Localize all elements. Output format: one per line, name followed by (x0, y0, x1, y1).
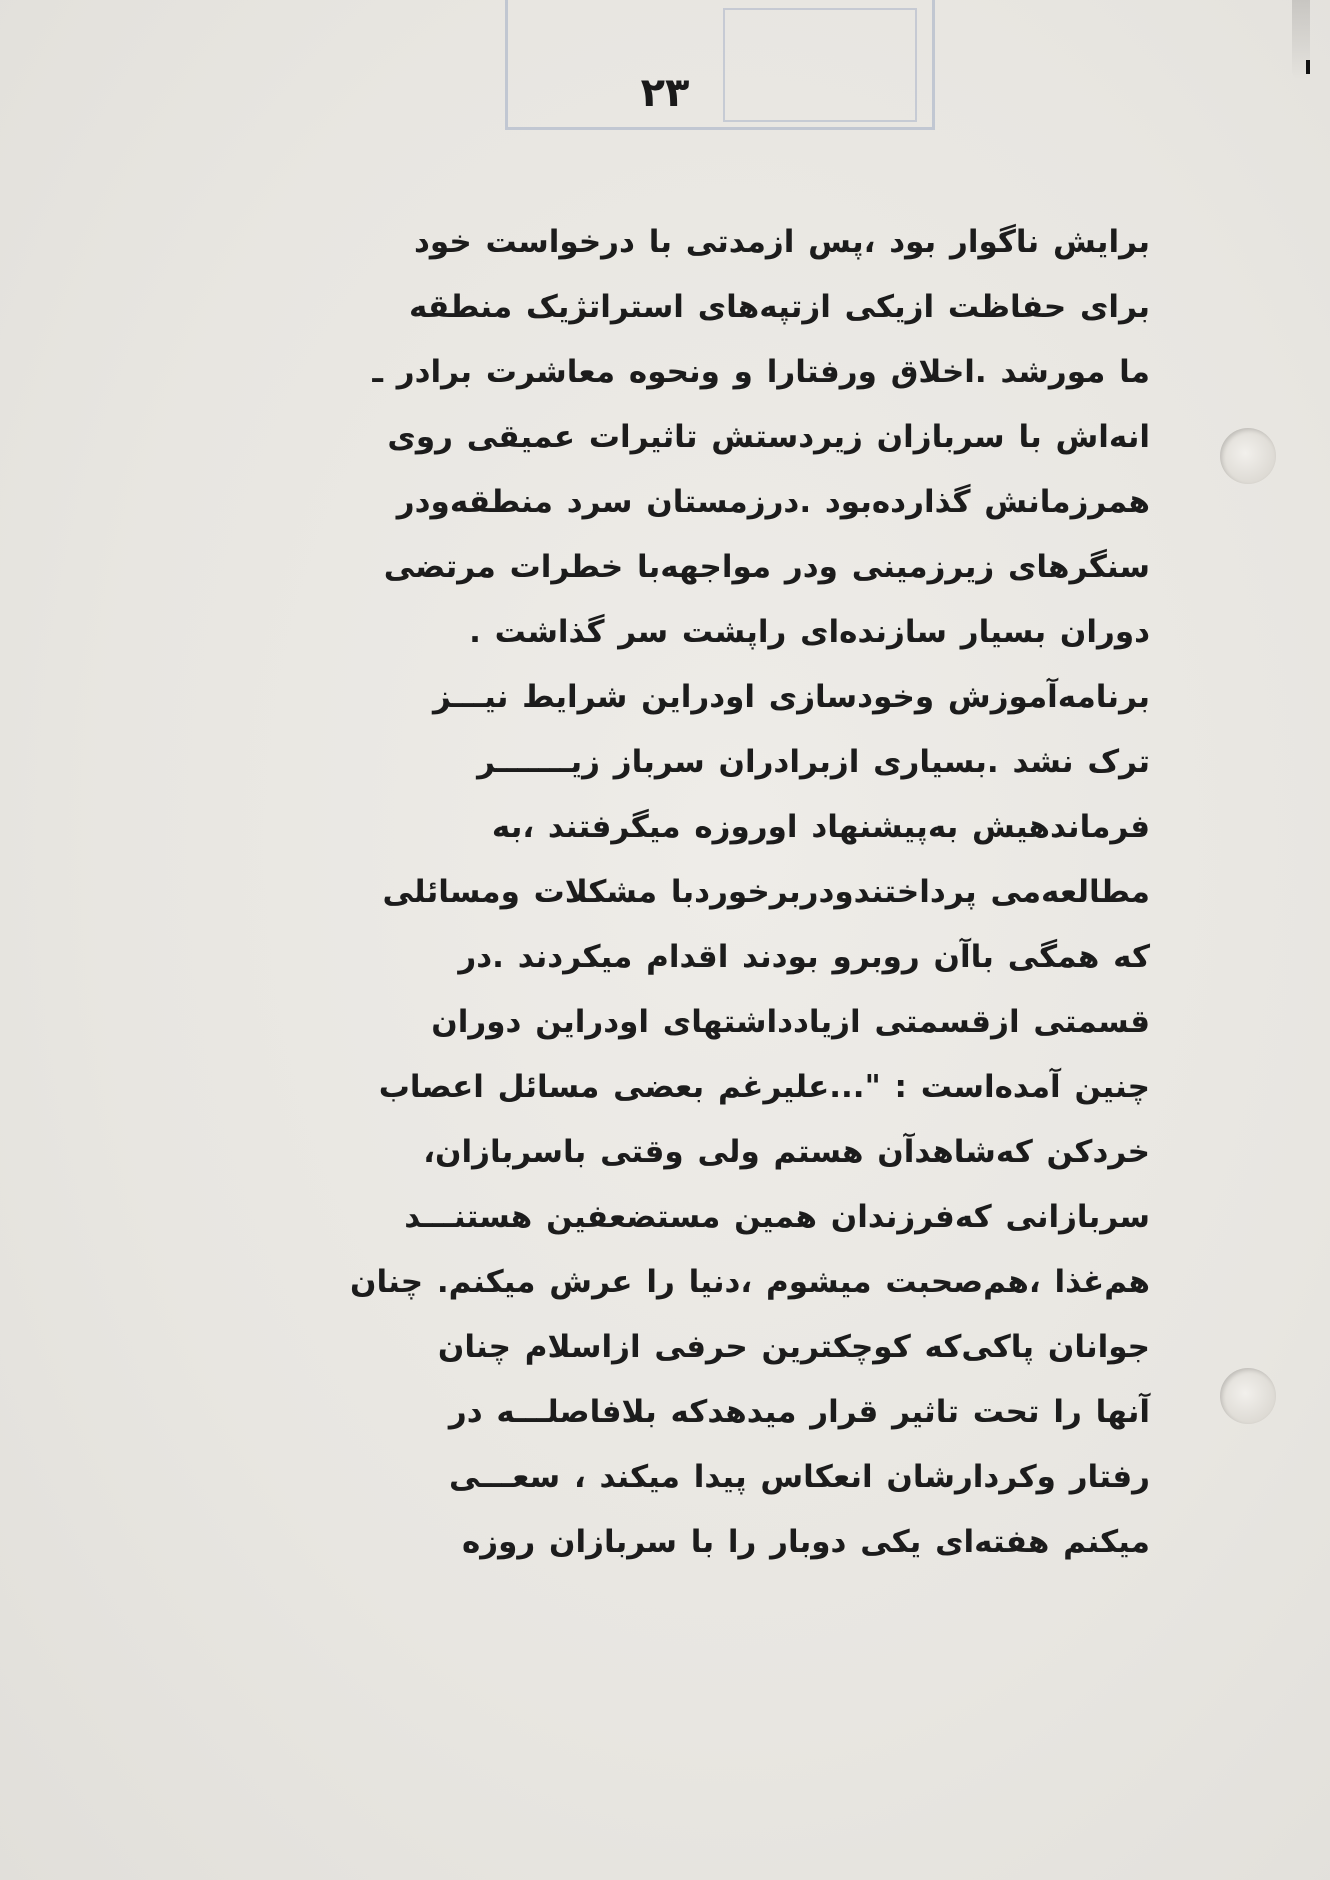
text-line: سربازانی که‌فرزندان همین مستضعفین هستنـــد (404, 1199, 1150, 1235)
text-line: برایش ناگوار بود ،پس ازمدتی با درخواست خود (414, 224, 1150, 260)
punch-hole-icon (1220, 1368, 1276, 1424)
text-line: جوانان پاکی‌که کوچکترین حرفی ازاسلام چنان (437, 1329, 1150, 1365)
text-line: رفتار وکردارشان انعکاس پیدا میکند ، سعـــی (449, 1459, 1150, 1495)
page-number: ۲۳ (640, 70, 690, 116)
text-line: قسمتی ازقسمتی ازیادداشتهای اودراین دوران (431, 1004, 1150, 1040)
text-line: ترک نشد .بسیاری ازبرادران سرباز زیـــــــر (477, 744, 1150, 780)
text-line: ما مورشد .اخلاق ورفتارا و ونحوه معاشرت برادر ـ (372, 354, 1150, 390)
text-line: خردکن که‌شاهدآن هستم ولی وقتی باسربازان، (423, 1134, 1150, 1170)
text-line: هم‌غذا ،هم‌صحبت میشوم ،دنیا را عرش میکنم. چنان (350, 1264, 1150, 1300)
text-line: چنین آمده‌است : "...علیرغم بعضی مسائل اعصاب (378, 1069, 1150, 1105)
text-line: برای حفاظت ازیکی ازتپه‌های استراتژیک منطقه (409, 289, 1150, 325)
body-text (185, 210, 1150, 1575)
text-line: انه‌اش با سربازان زیردستش تاثیرات عمیقی روی (387, 419, 1150, 455)
text-line: مطالعه‌می پرداختندودربرخوردبا مشکلات ومسائلی (382, 874, 1150, 910)
text-line: که همگی باآن روبرو بودند اقدام میکردند .در (458, 939, 1150, 975)
text-line: دوران بسیار سازنده‌ای راپشت سر گذاشت . (469, 614, 1150, 650)
text-line: همرزمانش گذارده‌بود .درزمستان سرد منطقه‌ودر (396, 484, 1150, 520)
text-line: آنها را تحت تاثیر قرار میدهدکه بلافاصلـــه در (448, 1394, 1150, 1430)
text-line: برنامه‌آموزش وخودسازی اودراین شرایط نیـــز (433, 679, 1150, 715)
text-line: سنگرهای زیرزمینی ودر مواجهه‌با خطرات مرتضی (383, 549, 1150, 585)
punch-hole-icon (1220, 428, 1276, 484)
text-line: میکنم هفته‌ای یکی دوبار را با سربازان روزه (461, 1524, 1150, 1560)
text-line: فرماندهیش به‌پیشنهاد اوروزه میگرفتند ،به (491, 809, 1150, 845)
